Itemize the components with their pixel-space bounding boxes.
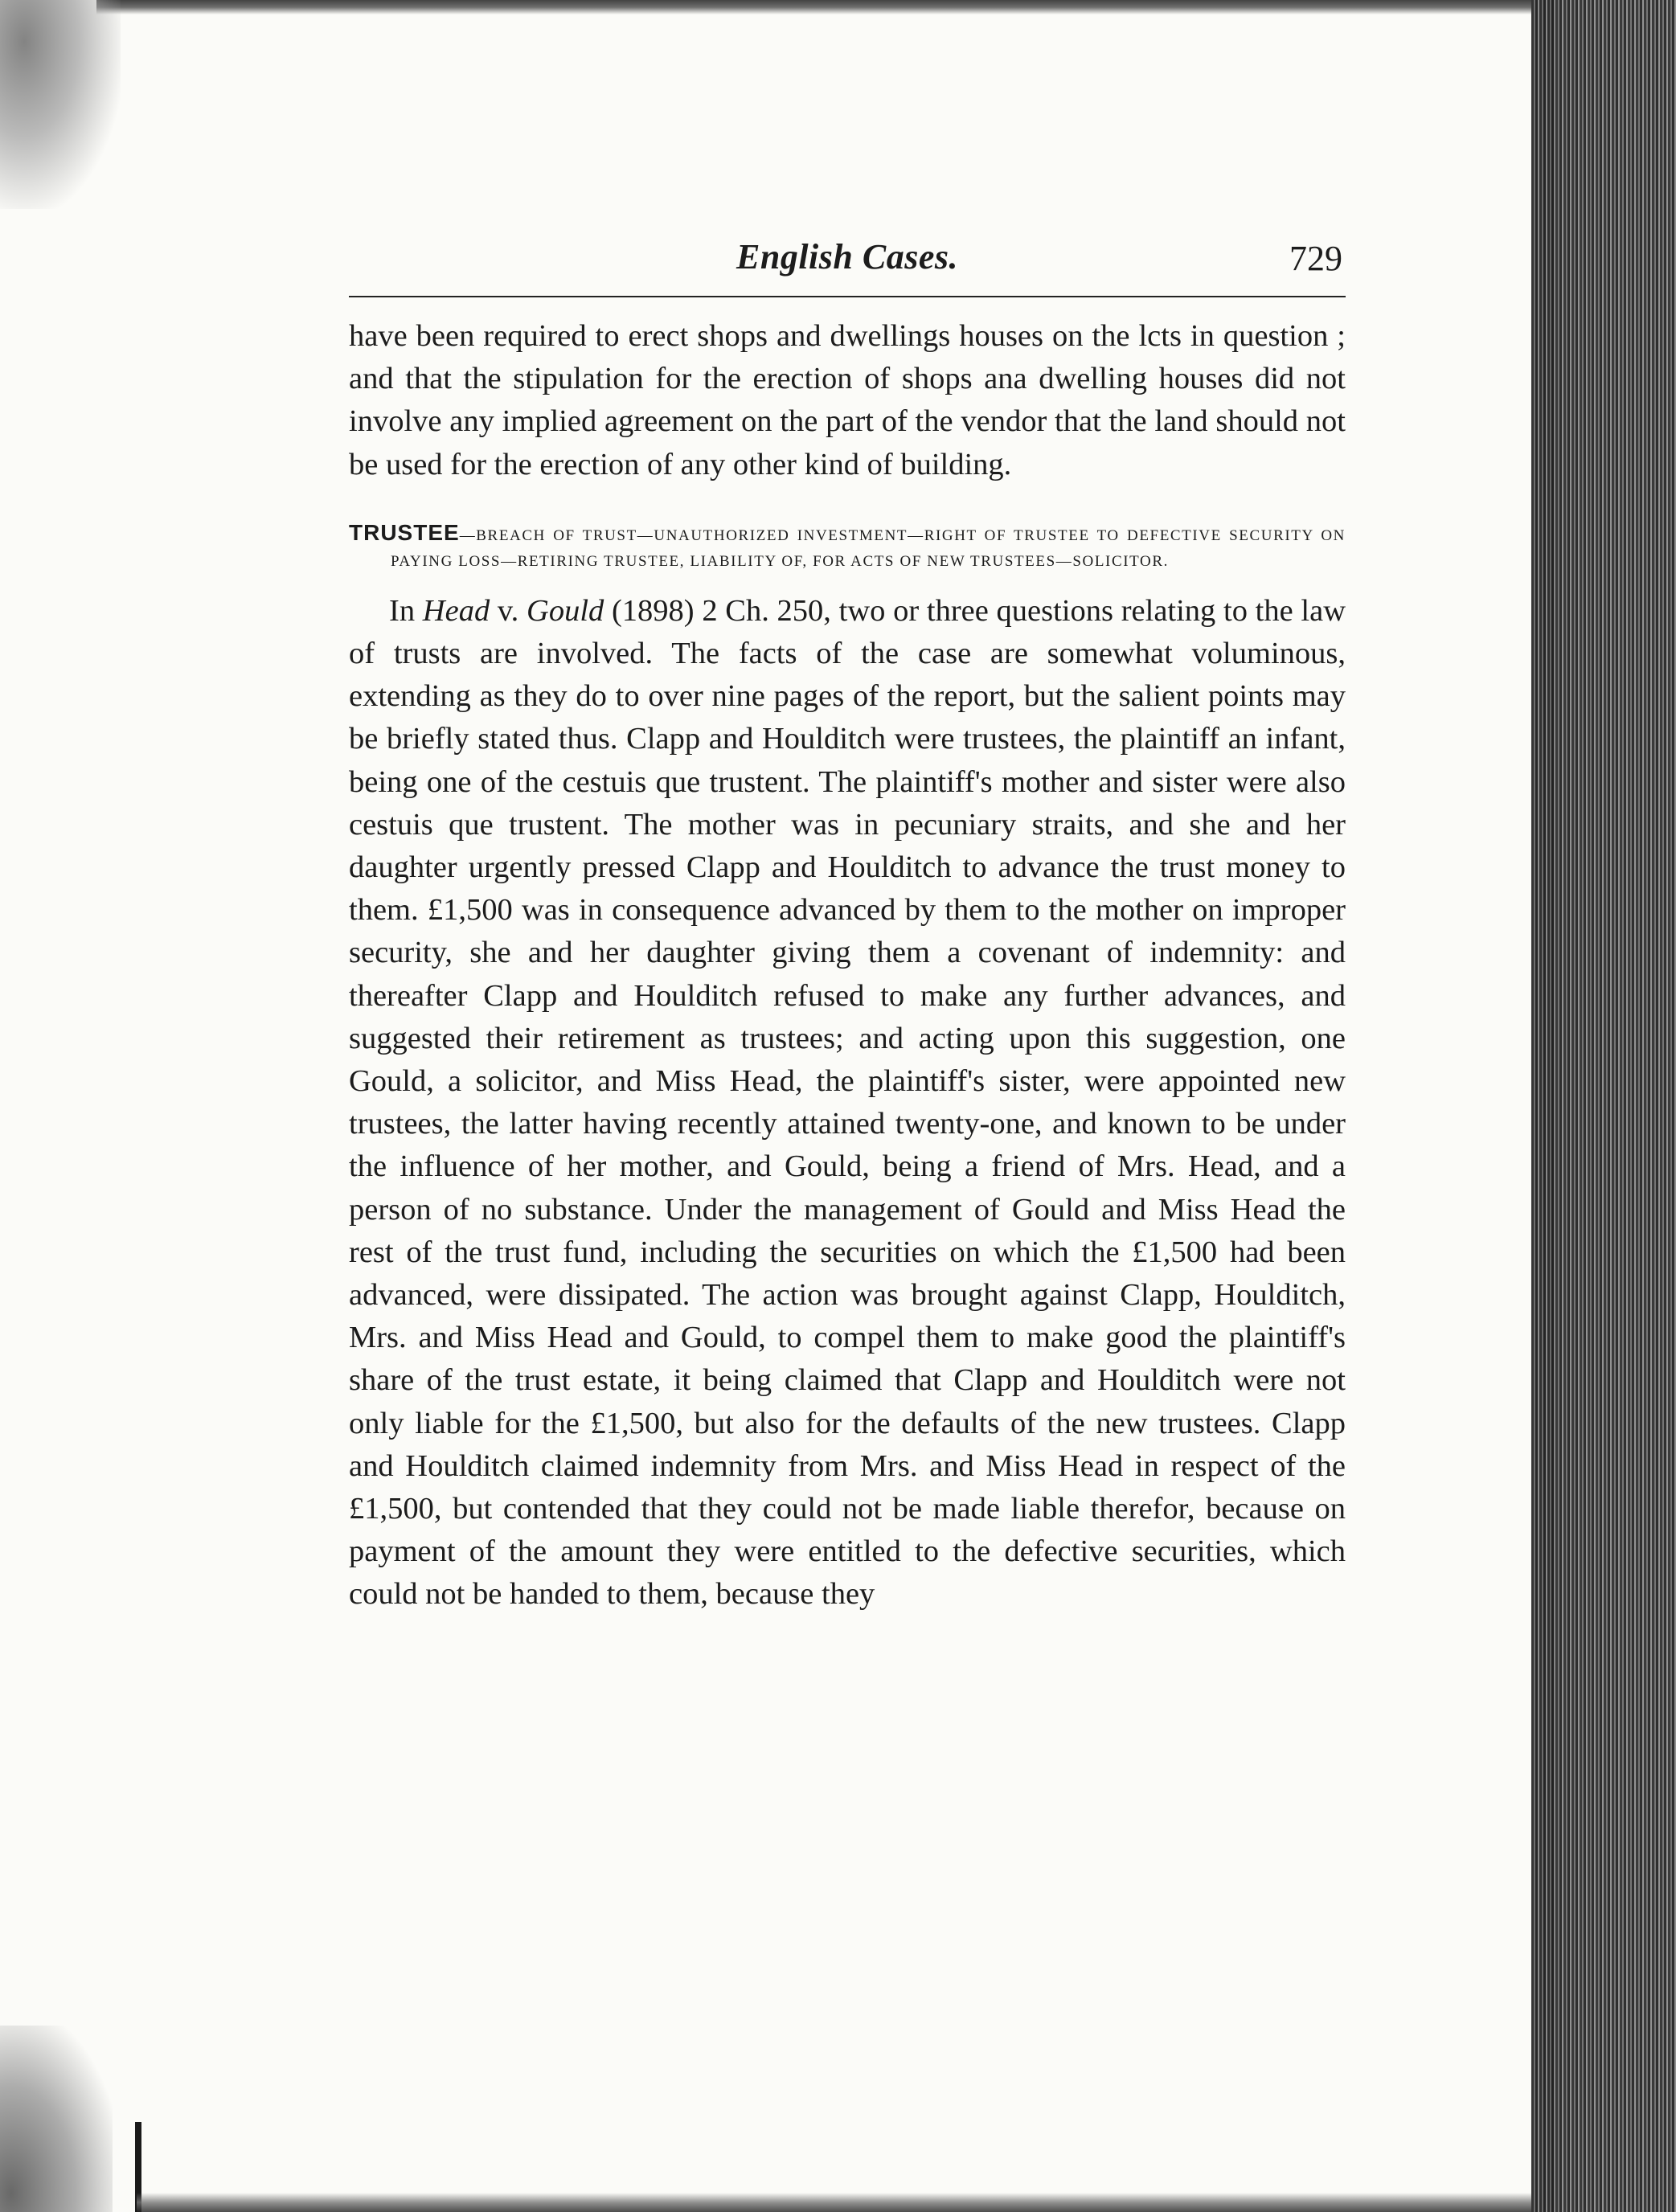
scan-page-stack-edge [1531, 0, 1676, 2212]
page-content [349, 233, 1346, 1616]
running-title: English Cases. [736, 237, 958, 276]
headnote-text: —BREACH OF TRUST—UNAUTHORIZED INVESTMENT—RIGHT OF TRUSTEE TO DEFECTIVE SECURITY ON PAYING LOSS—RETIRING TRUSTEE, LIABILITY OF, FOR ACTS OF NEW TRUSTEES—SOLICITOR. [391, 526, 1346, 570]
scan-left-bottom-shadow [0, 2026, 113, 2212]
main-paragraph [349, 590, 1346, 1616]
main-paragraph-body: (1898) 2 Ch. 250, two or three questions relating to the law of trusts are involved. The facts of the case are somewhat voluminous, extending as they do to over nine pages of the report, but the salient points may be briefly stated thus. Clapp and Houlditch were trustees, the plaintiff an infant, being one of the cestuis que trustent. The plaintiff's mother and sister were also cestuis que trustent. The mother was in pecuniary straits, and she and her daughter urgently pressed Clapp and Houlditch to advance the trust money to them. £1,500 was in consequence advanced by them to the mother on improper security, she and her daughter giving them a covenant of indemnity: and thereafter Clapp and Houlditch refused to make any further advances, and suggested their retirement as trustees; and acting upon this suggestion, one Gould, a solicitor, and Miss Head, the plaintiff's sister, were appointed new trustees, the latter having recently attained twenty-one, and known to be under the influence of her mother, and Gould, being a friend of Mrs. Head, and a person of no substance. Under the management of Gould and Miss Head the rest of the trust fund, including the securities on which the £1,500 had been advanced, were dissipated. The action was brought against Clapp, Houlditch, Mrs. and Miss Head and Gould, to compel them to make good the plaintiff's share of the trust estate, it being claimed that Clapp and Houlditch were not only liable for the £1,500, but also for the defaults of the new trustees. Clapp and Houlditch claimed indemnity from Mrs. and Miss Head in respect of the £1,500, but contended that they could not be made liable therefor, because on payment of the amount they were entitled to the defective securities, which could not be handed to them, because they [349, 593, 1346, 1612]
scan-top-edge [96, 0, 1543, 14]
running-head [349, 233, 1346, 297]
headnote [349, 520, 1346, 575]
case-party-1: Head [422, 593, 490, 628]
scan-left-shadow [0, 0, 121, 209]
case-party-2: Gould [527, 593, 604, 628]
headnote-lead: TRUSTEE [349, 519, 460, 545]
intro-paragraph: have been required to erect shops and dwellings houses on the lcts in question ; and that the stipulation for the erection of shops ana dwelling houses did not involve any implied agreement on the part of the vendor that the land should not be used for the erection of any other kind of building. [349, 319, 1346, 481]
main-paragraph-opening: In [389, 593, 423, 628]
scan-bottom-edge [137, 2193, 1543, 2212]
case-versus: v. [490, 593, 527, 628]
page-number: 729 [1289, 239, 1342, 278]
